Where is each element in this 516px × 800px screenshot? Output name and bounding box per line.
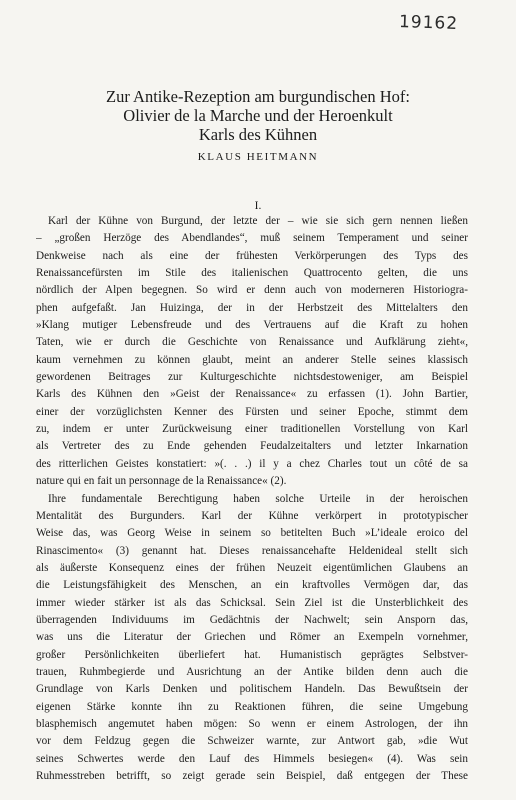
- text-line: nördlich der Alpen begegnen. So wird er denn auch von moderneren Historiogra-: [36, 284, 468, 297]
- text-line: blasphemisch angemutet haben mögen: So wenn er einem Astrologen, der ihn: [36, 717, 468, 730]
- text-line: Taten, wie er durch die Geschichte von Renaissance und Aufklärung zieht«,: [36, 336, 468, 349]
- text-line: trauen, Ruhmbegierde und Ausrichtung an der Antike bilden denn auch die: [36, 665, 468, 678]
- text-line: einer der vorzüglichsten Kenner des Fürsten und seiner Epoche, stimmt dem: [36, 405, 468, 418]
- text-line: gewordenen Beitrages zur Kulturgeschichte nichtsdestoweniger, am Beispiel: [36, 371, 468, 384]
- text-line: eigenen Stärke konnte ihn zu Reaktionen führen, die seine Umgebung: [36, 700, 468, 713]
- body-text: [36, 213, 468, 785]
- text-line: Renaissancefürsten im Stile des italienischen Quattrocento gelten, die uns: [36, 267, 468, 280]
- text-line: Grundlage von Karls Denken und politischem Handeln. Das Bewußtsein der: [36, 683, 468, 696]
- text-line: kaum vernehmen zu können glaubt, meint an anderer Stelle seines klassisch: [36, 353, 468, 366]
- text-line: Karl der Kühne von Burgund, der letzte der – wie sie sich gern nennen ließen: [48, 215, 468, 227]
- text-line: Karls des Kühnen den »Geist der Renaissance« zu erfassen (1). John Bartier,: [36, 388, 468, 401]
- title-line: Zur Antike-Rezeption am burgundischen Hof:: [106, 87, 410, 106]
- text-line: zu, indem er unter Zurückweisung einer traditionellen Vorstellung von Karl: [36, 423, 468, 436]
- text-line: seines Schwertes werde den Lauf des Himmels besiegen« (4). Was sein: [36, 752, 468, 765]
- text-line: des ritterlichen Geistes konstatiert: »(. . .) il y a chez Charles tout un côté de sa: [36, 457, 468, 470]
- text-line: als äußerste Konsequenz eines der frühen Neuzeit eigentümlichen Glaubens an: [36, 561, 468, 574]
- text-line: vor dem Feldzug gegen die Schweizer warnte, zur Antwort gab, »die Wut: [36, 735, 468, 748]
- text-line: Rinascimento« (3) genannt hat. Dieses renaissancehafte Heldenideal stellt sich: [36, 544, 468, 557]
- author-name: KLAUS HEITMANN: [197, 151, 319, 163]
- text-line: Ihre fundamentale Berechtigung haben solche Urteile in der heroischen: [48, 492, 468, 505]
- text-line: »Klang mutiger Lebensfreude und des Vertrauens auf die Kraft zu hohen: [36, 319, 468, 332]
- text-line: Ruhmesstreben betrifft, so zeigt gerade sein Beispiel, daß entgegen der These: [36, 770, 468, 782]
- title-line: Olivier de la Marche und der Heroenkult: [123, 106, 393, 125]
- text-line: Weise das, was Georg Weise in seinem so betitelten Buch »L’ideale eroico del: [36, 527, 468, 540]
- section-number: I.: [254, 200, 262, 212]
- text-line: immer wieder stärker ist als das Schicksal. Sein Ziel ist die Unsterblichkeit des: [36, 596, 468, 609]
- article-title: [0, 87, 516, 144]
- text-line: Denkweise nach als eine der frühesten Verkörperungen des Typs des: [36, 249, 468, 262]
- text-line: nature qui en fait un personnage de la Renaissance« (2).: [36, 475, 287, 488]
- text-line: die Leistungsfähigkeit des Menschen, an ein kraftvolles Vermögen dar, das: [36, 579, 468, 592]
- title-line: Karls des Kühnen: [198, 125, 318, 144]
- text-line: Mentalität des Burgunders. Karl der Kühne verkörpert in prototypischer: [36, 509, 468, 522]
- text-line: als Vertreter des zu Ende gehenden Feudalzeitalters und letzter Inkarnation: [36, 440, 468, 453]
- text-line: – „großen Herzöge des Abendlandes“, muß seinem Temperament und seiner: [36, 232, 468, 245]
- text-line: was uns die Literatur der Griechen und Römer an Exempeln vornehmer,: [36, 631, 468, 644]
- handwritten-number: 19162: [398, 11, 459, 35]
- text-line: phen aufgefaßt. Jan Huizinga, der in der Herbstzeit des Mittelalters den: [36, 301, 468, 314]
- text-line: überragenden Individuums im Gedächtnis der Nachwelt; sein Ansporn das,: [36, 613, 468, 626]
- text-line: großer Persönlichkeiten überliefert hat. Humanistisch geprägtes Selbstver-: [36, 648, 468, 661]
